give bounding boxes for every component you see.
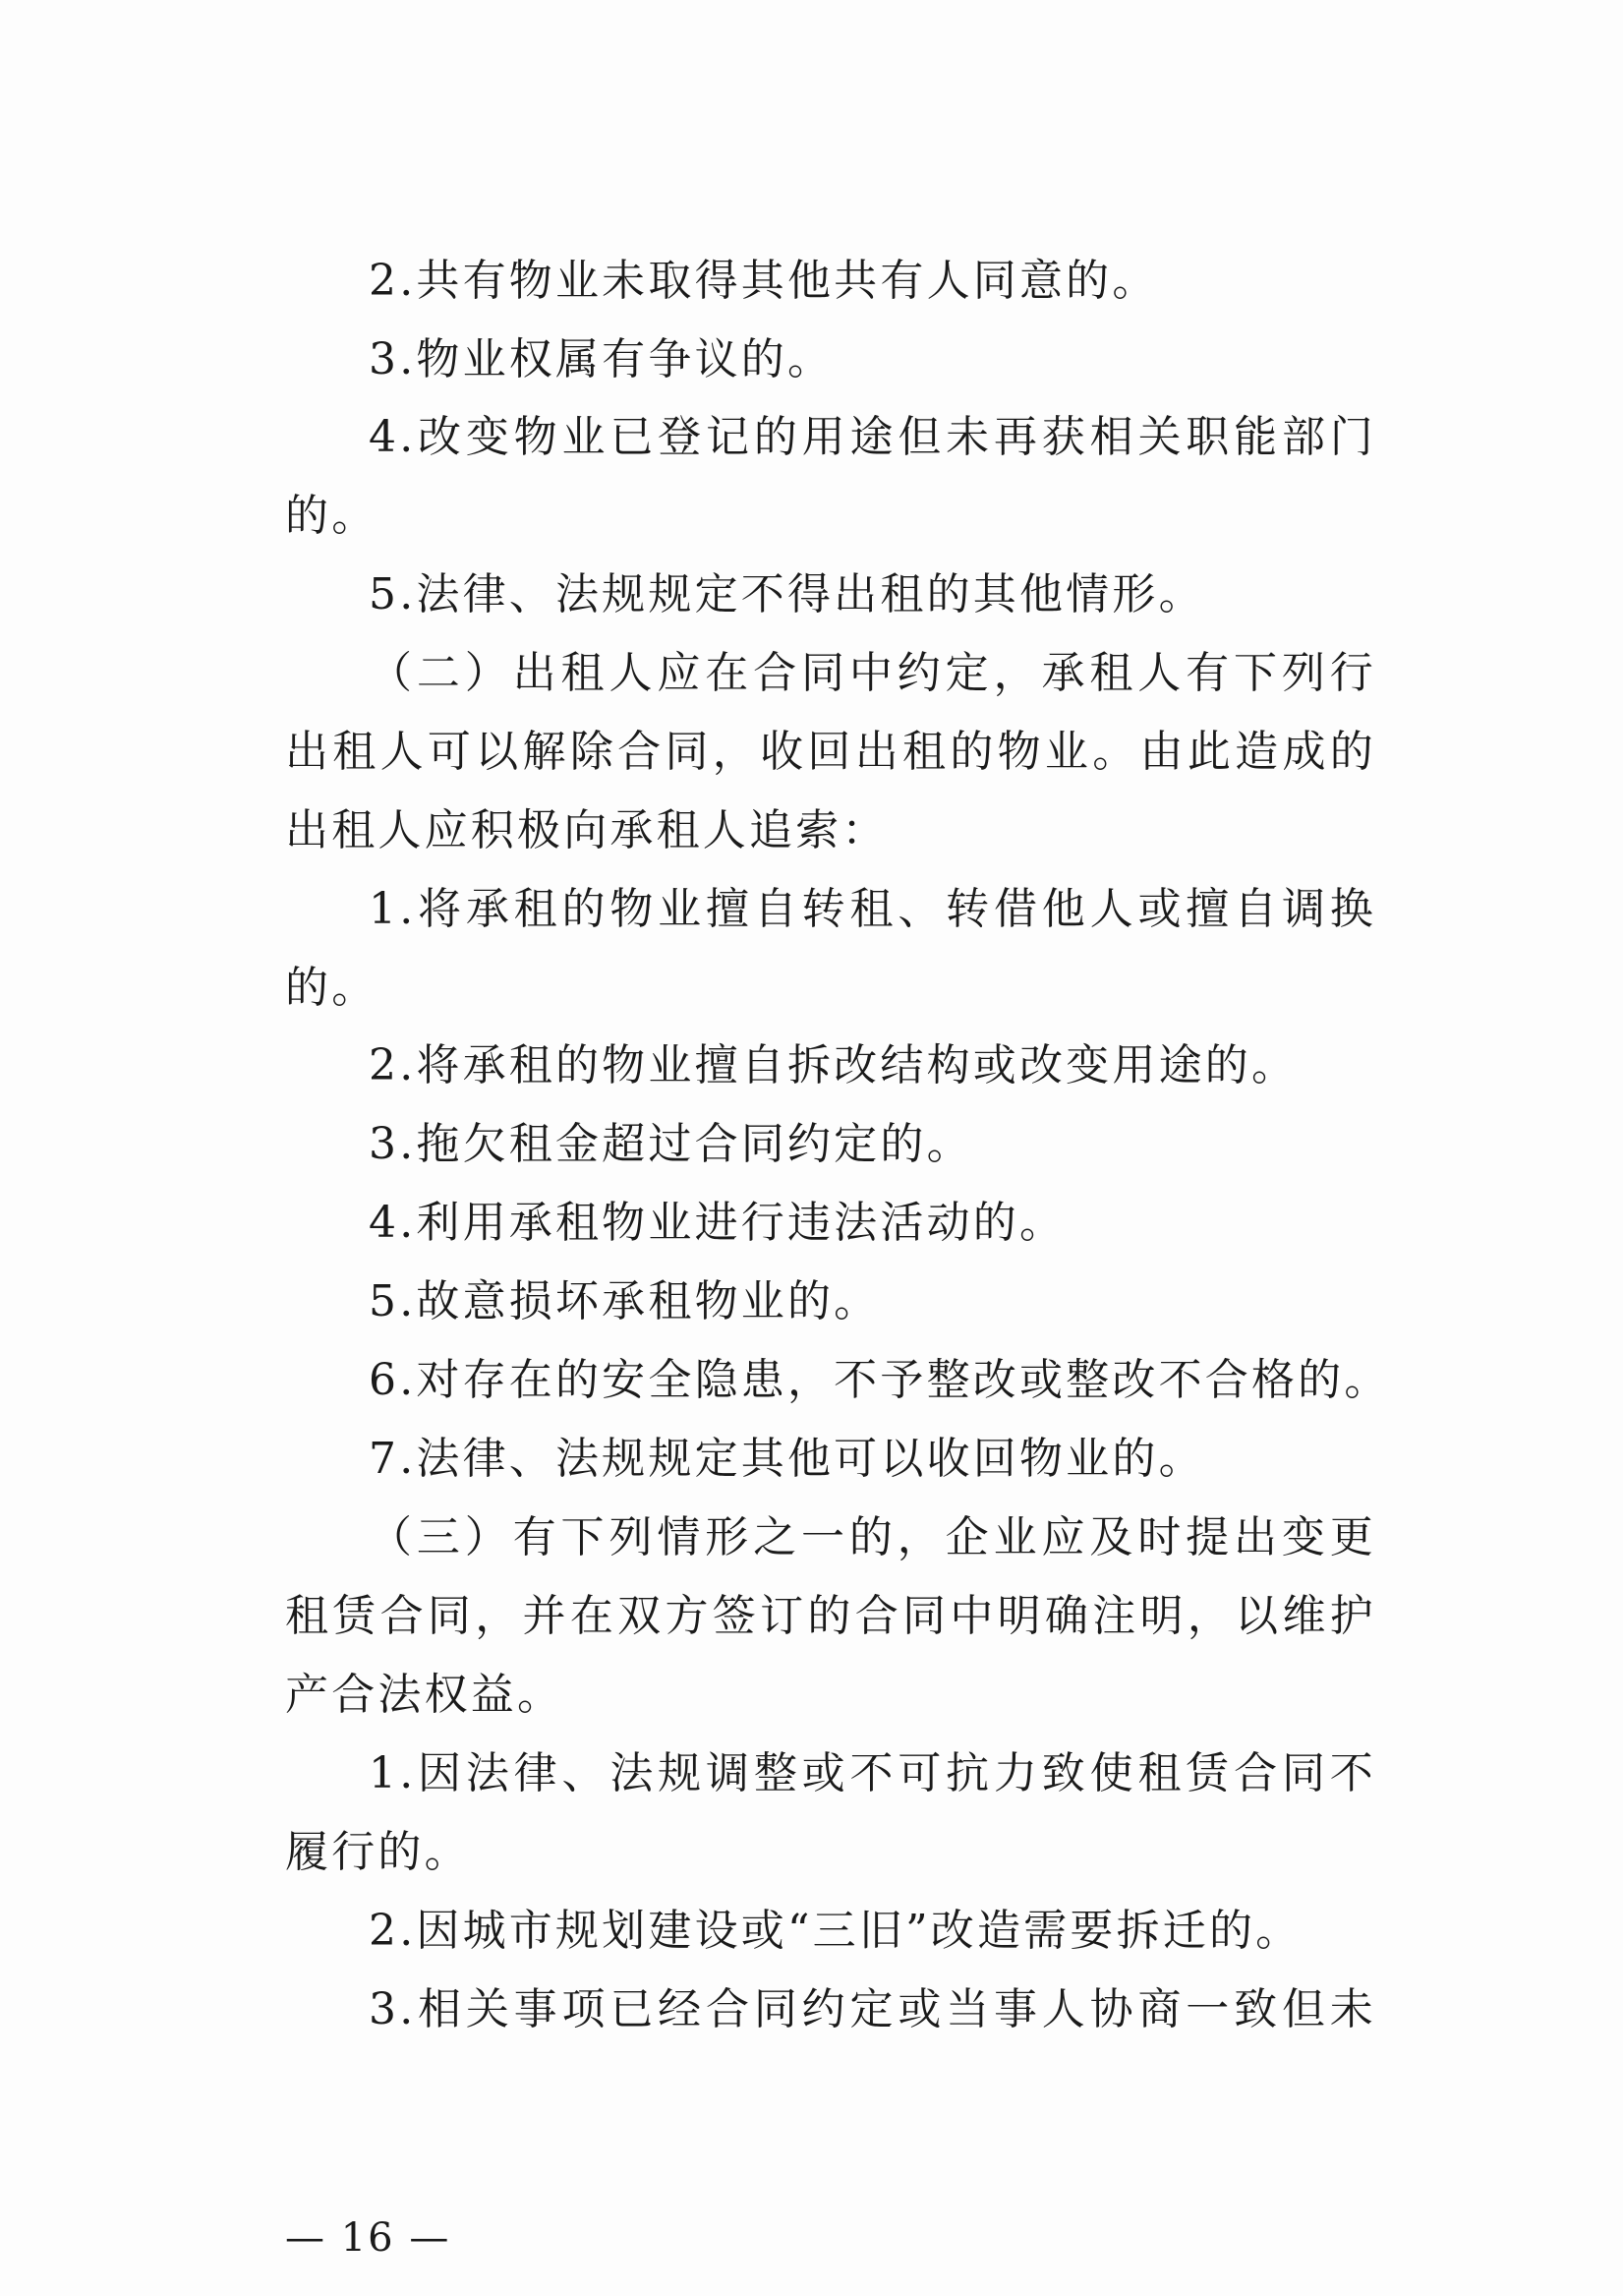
text-line: 出租人应积极向承租人追索： xyxy=(285,805,889,855)
text-line: 5.法律、法规规定不得出租的其他情形。 xyxy=(369,569,1205,619)
text-line: 2.因城市规划建设或“三旧”改造需要拆迁的。 xyxy=(369,1906,1303,1956)
text-line: （二）出租人应在合同中约定，承租人有下列行 xyxy=(369,648,1376,698)
text-line: 2.将承租的物业擅自拆改结构或改变用途的。 xyxy=(369,1040,1299,1090)
text-line: 2.共有物业未取得其他共有人同意的。 xyxy=(369,256,1159,306)
text-line: 的。 xyxy=(285,963,378,1013)
text-line: 履行的。 xyxy=(285,1827,471,1877)
text-line: 产合法权益。 xyxy=(285,1670,564,1720)
text-line: 1.将承租的物业擅自转租、转借他人或擅自调换 xyxy=(369,884,1376,934)
text-line: 3.物业权属有争议的。 xyxy=(369,334,835,384)
text-line: 4.利用承租物业进行违法活动的。 xyxy=(369,1198,1067,1248)
text-line: 6.对存在的安全隐患，不予整改或整改不合格的。 xyxy=(369,1355,1391,1405)
text-line: 7.法律、法规规定其他可以收回物业的。 xyxy=(369,1434,1205,1484)
text-line: 3.拖欠租金超过合同约定的。 xyxy=(369,1119,973,1169)
text-line: 3.相关事项已经合同约定或当事人协商一致但未 xyxy=(369,1984,1376,2034)
text-line: 的。 xyxy=(285,491,378,541)
text-line: 租赁合同，并在双方签订的合同中明确注明，以维护 xyxy=(285,1591,1376,1641)
text-line: 4.改变物业已登记的用途但未再获相关职能部门 xyxy=(369,412,1376,462)
text-line: 1.因法律、法规调整或不可抗力致使租赁合同不 xyxy=(369,1748,1376,1798)
text-line: 出租人可以解除合同，收回出租的物业。由此造成的 xyxy=(285,727,1376,777)
page-number: — 16 — xyxy=(285,2215,451,2261)
text-line: （三）有下列情形之一的，企业应及时提出变更 xyxy=(369,1512,1376,1562)
text-line: 5.故意损坏承租物业的。 xyxy=(369,1276,881,1326)
